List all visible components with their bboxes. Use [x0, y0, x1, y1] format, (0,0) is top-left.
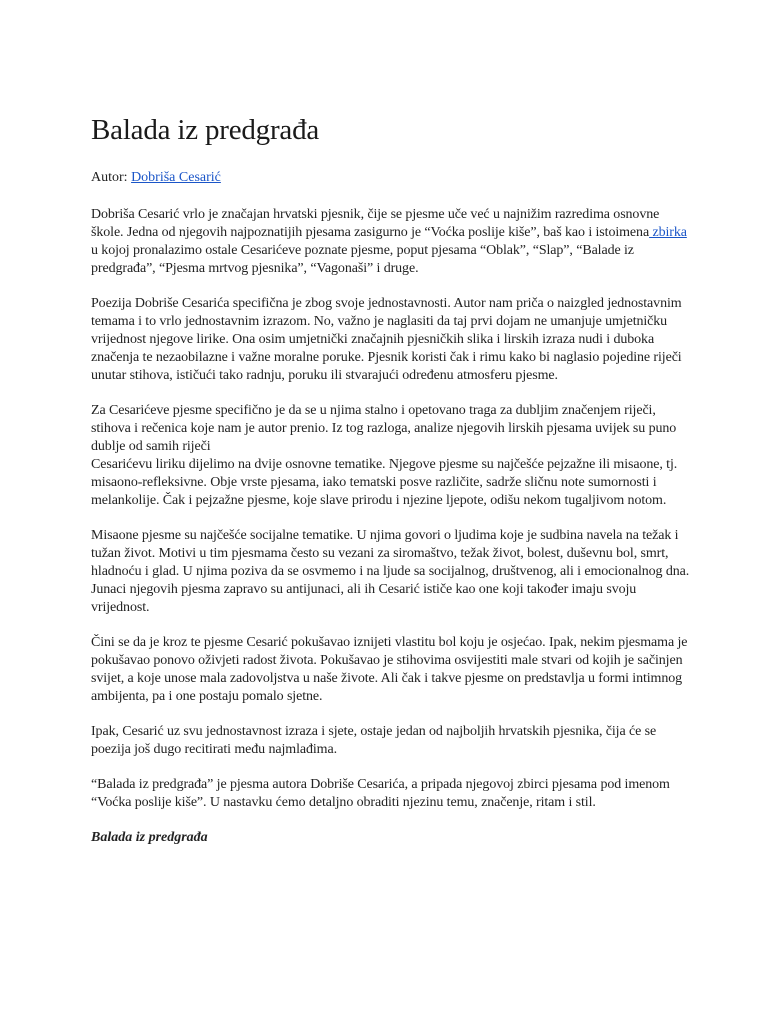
paragraph-meaning-line-2: Cesarićevu liriku dijelimo na dvije osnovne tematike. Njegove pjesme su najčešće pejzažne ili misaone, tj. misaono-refleksivne. Obje vrste pjesama, iako tematski posve različite, sadrže sličnu note sumornosti i melankolije. Čak i pejzažne pjesme, koje slave prirodu i njezine ljepote, odišu nekom tugaljivom notom.	[91, 457, 678, 508]
document-title: Balada iz predgrađa	[91, 114, 320, 146]
paragraph-pain: Čini se da je kroz te pjesme Cesarić pokušavao iznijeti vlastitu bol koju je osjećao. Ipak, nekim pjesmama je pokušavao ponovo oživjeti radost života. Pokušavao je stihovima osvijestiti male stvari od kojih je sačinjen svijet, a koje unose mala zadovoljstva u naše živote. Ali čak i takve pjesme on predstavlja u formi intimnog ambijenta, pa i one postaju pomalo sjetne.	[91, 635, 688, 704]
author-link[interactable]: Dobriša Cesarić	[131, 170, 221, 185]
paragraph-intro-text-2: u kojoj pronalazimo ostale Cesarićeve poznate pjesme, poput pjesama “Oblak”, “Slap”, “Balade iz predgrađa”, “Pjesma mrtvog pjesnika”, “Vagonaši” i druge.	[91, 243, 634, 276]
paragraph-intro	[91, 206, 691, 278]
paragraph-intro-text-1: Dobriša Cesarić vrlo je značajan hrvatski pjesnik, čije se pjesme uče već u najnižim razredima osnovne škole. Jedna od njegovih najpoznatijih pjesama zasigurno je “Voćka poslije kiše”, baš kao i istoimena	[91, 207, 660, 240]
paragraph-poetry: Poezija Dobriše Cesarića specifična je zbog svoje jednostavnosti. Autor nam priča o naizgled jednostavnim temama i to vrlo jednostavnim izrazom. No, važno je naglasiti da taj prvi dojam ne umanjuje umjetničku vrijednost njegove lirike. Ona osim umjetnički značajnih pjesničkih slika i lirskih izraza nudi i duboka značenja te nezaobilazne i važne moralne poruke. Pjesnik koristi čak i rimu kako bi naglasio pojedine riječi unutar stihova, ističući tako radnju, poruku ili stvarajući određenu atmosferu pjesme.	[91, 296, 682, 383]
paragraph-meaning-line-1: Za Cesarićeve pjesme specifično je da se u njima stalno i opetovano traga za dubljim značenjem riječi, stihova i rečenica koje nam je autor prenio. Iz tog razloga, analize njegovih lirskih pjesama uvijek su puno dublje od samih riječi	[91, 403, 677, 454]
author-label: Autor:	[91, 170, 128, 185]
paragraph-social: Misaone pjesme su najčešće socijalne tematike. U njima govori o ljudima koje je sudbina navela na težak i tužan život. Motivi u tim pjesmama često su vezani za siromaštvo, težak život, bolest, duševnu bol, smrt, hladnoću i glad. U njima poziva da se osvmemo i na ljude sa socijalnog, društvenog, ali i emocionalnog dna. Junaci njegovih pjesma zapravo su antijunaci, ali ih Cesarić ističe kao one koji također imaju svoju vrijednost.	[91, 528, 690, 615]
paragraph-legacy: Ipak, Cesarić uz svu jednostavnost izraza i sjete, ostaje jedan od najboljih hrvatskih pjesnika, čija će se poezija još dugo recitirati među najmlađima.	[91, 724, 657, 757]
document-page	[91, 112, 691, 847]
paragraph-balada-intro: “Balada iz predgrađa” je pjesma autora Dobriše Cesarića, a pripada njegovoj zbirci pjesama pod imenom “Voćka poslije kiše”. U nastavku ćemo detaljno obraditi njezinu temu, značenje, ritam i stil.	[91, 777, 670, 810]
poem-subheading: Balada iz predgrađa	[91, 830, 208, 845]
zbirka-link[interactable]: zbirka	[649, 225, 687, 240]
paragraph-meaning	[91, 402, 691, 510]
author-line	[91, 169, 691, 187]
